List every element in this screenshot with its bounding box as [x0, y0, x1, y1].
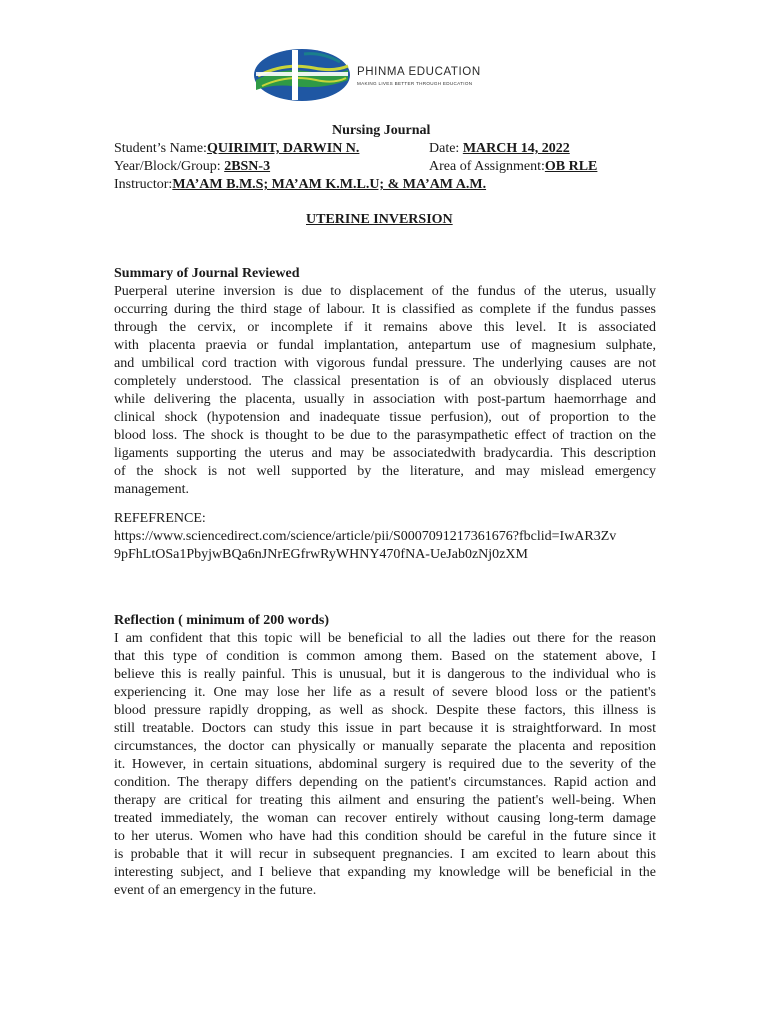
reflection-heading: Reflection ( minimum of 200 words): [114, 613, 330, 628]
reflection-line: believe this is really painful. This is unusual, but it is dangerous to the individual who is: [114, 667, 656, 682]
area-label: Area of Assignment:: [429, 159, 545, 174]
reflection-body: [114, 630, 656, 900]
year-block-row: [114, 158, 270, 176]
logo-tagline: MAKING LIVES BETTER THROUGH EDUCATION: [357, 81, 473, 86]
summary-line: ligaments supporting the uterus and may be associatedwith bradycardia. This description: [114, 446, 656, 461]
summary-line: clinical shock (hypotension and inadequate tissue perfusion), out of proportion to the: [114, 410, 656, 425]
instructor-label: Instructor:: [114, 177, 173, 192]
phinma-emblem-icon: [252, 46, 352, 104]
reflection-line: experiencing it. One may lose her life as a result of severe blood loss or the patient's: [114, 685, 656, 700]
logo-name: PHINMA EDUCATION: [357, 66, 481, 78]
summary-line: blood loss. The shock is thought to be due to the parasympathetic effect of traction on the: [114, 428, 656, 443]
summary-line: occurring during the third stage of labour. It is classified as complete if the fundus passes: [114, 302, 656, 317]
reflection-line: interesting subject, and I believe that expanding my knowledge will be beneficial in the: [114, 865, 656, 880]
student-name-label: Student’s Name:: [114, 141, 207, 156]
date-label: Date:: [429, 141, 463, 156]
instructor-row: [114, 176, 486, 194]
reference-url-line: 9pFhLtOSa1PbyjwBQa6nJNrEGfrwRyWHNY470fNA-UeJab0zNj0zXM: [114, 547, 528, 562]
summary-line: management.: [114, 482, 190, 497]
summary-line: Puerperal uterine inversion is due to displacement of the fundus of the uterus, usually: [114, 284, 656, 299]
reflection-line: it. However, in certain situations, abdominal surgery is required due to the severity of the: [114, 757, 656, 772]
phinma-logo: [252, 46, 514, 104]
topic-title: UTERINE INVERSION: [306, 212, 453, 227]
year-block-value: 2BSN-3: [224, 159, 271, 174]
summary-line: with placenta praevia or fundal implantation, antepartum use of magnesium sulphate,: [114, 338, 656, 353]
reflection-line: event of an emergency in the future.: [114, 883, 317, 898]
summary-line: and umbilical cord traction with vigorous fundal pressure. The underlying causes are not: [114, 356, 656, 371]
reflection-line: that this type of condition is common among them. Based on the statement above, I: [114, 649, 656, 664]
reflection-line: circumstances, the doctor can physically or manually separate the placenta and reposition: [114, 739, 656, 754]
reference-url-line: https://www.sciencedirect.com/science/article/pii/S0007091217361676?fbclid=IwAR3Zv: [114, 529, 617, 544]
date-value: MARCH 14, 2022: [462, 141, 570, 156]
reflection-line: to her uterus. Women who have had this condition should be careful in the future since it: [114, 829, 656, 844]
reflection-line: condition. The therapy differs depending on the patient's circumstances. Rapid action and: [114, 775, 656, 790]
date-row: [429, 140, 570, 158]
year-block-label: Year/Block/Group:: [114, 159, 225, 174]
journal-title: Nursing Journal: [332, 123, 431, 138]
reflection-line: I am confident that this topic will be beneficial to all the ladies out there for the reason: [114, 631, 656, 646]
reflection-line: therapy are critical for treating this ailment and ensuring the patient's well-being. When: [114, 793, 656, 808]
reflection-line: blood pressure rapidly dropping, as well as shock. Despite these factors, this illness is: [114, 703, 656, 718]
reference-label: REFEFRENCE:: [114, 511, 206, 526]
summary-line: while delivering the placenta, usually in association with post-partum haemorrhage and: [114, 392, 656, 407]
reflection-line: is probable that it will recur in subsequent pregnancies. I am excited to learn about this: [114, 847, 656, 862]
student-name-row: [114, 140, 359, 158]
summary-line: through the cervix, or incomplete if it remains above this level. It is associated: [114, 320, 656, 335]
summary-heading: Summary of Journal Reviewed: [114, 266, 300, 281]
summary-body: [114, 283, 656, 499]
reflection-line: still treatable. Doctors can study this issue in part because it is straightforward. In most: [114, 721, 656, 736]
reference-url: [114, 528, 656, 564]
instructor-value: MA’AM B.M.S; MA’AM K.M.L.U; & MA’AM A.M.: [172, 177, 487, 192]
student-name-value: QUIRIMIT, DARWIN N.: [206, 141, 360, 156]
reflection-line: treated immediately, the woman can recover entirely without causing long-term damage: [114, 811, 656, 826]
area-row: [429, 158, 597, 176]
summary-line: completely understood. The classical presentation is of an obviously displaced uterus: [114, 374, 656, 389]
summary-line: of the shock is not well supported by the literature, and may mislead emergency: [114, 464, 656, 479]
area-value: OB RLE: [544, 159, 598, 174]
